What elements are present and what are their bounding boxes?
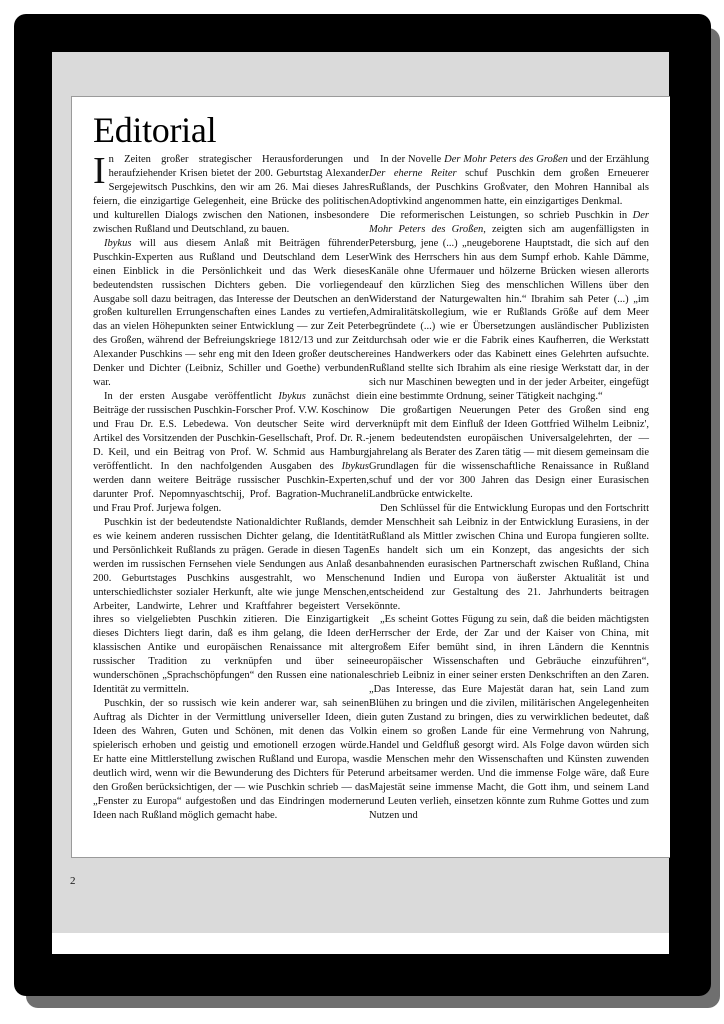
italic-text: Der Mohr Peters des Großen bbox=[444, 154, 568, 165]
paragraph-text: In der ersten Ausgabe veröffentlicht bbox=[104, 391, 279, 403]
paragraph bbox=[369, 209, 649, 404]
paragraph bbox=[93, 697, 369, 823]
paragraph-text: Den Schlüssel für die Entwicklung Europas und den Fortschritt der Menschheit sah Leibniz in der Entwicklung Eurasiens, in der Rußland als Mittler zwischen China und Europa fungieren sollte. Es handelt sich um ein Konzept, das angesichts der sich anbahnenden eurasischen Partnerschaft zwischen Rußland, China und Indien und Europa von äußerster Aktualität ist und entscheidend zur Gestaltung des 21. Jahrhunderts beitragen könnte. bbox=[369, 502, 649, 612]
italic-text: Der Mohr Peters des Großen bbox=[369, 209, 649, 235]
paragraph-text: Die großartigen Neuerungen Peter des Großen sind eng verknüpft mit dem Einfluß der Ideen Gottfried Wilhelm Leibniz', jenem bedeutendsten europäischen Universalgelehrten, der — jahrelang als Berater des Zaren tätig — mit diesem gemeinsam die Grundlagen für die wissenschaftliche Renaissance in Rußland schuf und der vor 300 Jahren das Design einer Eurasischen Landbrücke entwickelte. bbox=[369, 405, 649, 500]
drop-cap: I bbox=[93, 150, 106, 192]
italic-text: Der eherne Reiter bbox=[369, 167, 457, 179]
paragraph bbox=[369, 613, 649, 822]
paragraph-text: zunächst die Beiträge der russischen Puschkin-Forscher Prof. V.W. Koschinow und Frau Dr. E.S. Lebedewa. Von deutscher Seite wird der Artikel des Vorsitzenden der Puschkin-Gesellschaft, Prof. Dr. R.-D. Keil, und ein Beitrag von Prof. W. Schmid aus Hamburg veröffentlicht. In den nachfolgenden Ausgaben des bbox=[93, 391, 369, 472]
paragraph-text: und der Erzählung bbox=[567, 154, 649, 165]
column-left bbox=[93, 150, 369, 823]
paragraph-text: „Es scheint Gottes Fügung zu sein, daß die beiden mächtigsten Herrscher der Erde, der Zar und der Kaiser von China, mit großem Eifer bemüht sind, in ihren Ländern die Kenntnis europäischer Wissenschaften und Gebräuche einzuführen“, schrieb Leibniz in einer seiner ersten Denkschriften an den Zaren. „Das Interesse, das Eure Majestät daran hat, sein Land zum Blühen zu bringen und die zivilen, militärischen Angelegenheiten in guten Zustand zu bringen, dies zu verwirklichen bedeutet, daß in einem so großen Lande für eine Vermehrung von Nahrung, Handel und Geldfluß gesorgt wird. Als Folge davon würden sich die Menschen mehr den Wissenschaften und Künsten zuwenden und arbeitsamer werden. Und die immense Folge wäre, daß Eure Majestät seine immense Macht, die Gott ihm, und seinem Land und Leuten verlieh, einsetzen könnte zum Ruhme Gottes und zum Nutzen und bbox=[369, 614, 649, 821]
paragraph bbox=[93, 390, 369, 516]
paragraph bbox=[93, 237, 369, 390]
italic-text: Ibykus bbox=[341, 460, 369, 472]
paragraph bbox=[369, 502, 649, 614]
paragraph bbox=[369, 404, 649, 502]
paragraph-text: n Zeiten großer strategischer Herausforderungen und heraufziehender Krisen bietet der 200. Geburtstag Alexander Sergejewitsch Puschkins, den wir am 26. Mai dieses Jahres feiern, die einzigartige Gelegenheit, eine Brücke des politischen und kulturellen Dialogs zwischen den Nationen, insbesondere zwischen Rußland und Deutschland, zu bauen. bbox=[93, 154, 369, 235]
paragraph-text: schuf Puschkin dem großen Erneuerer Rußlands, der Puschkins Großvater, den Mohren Hannibal als Adoptivkind angenommen hatte, ein einzigartiges Denkmal. bbox=[369, 167, 649, 207]
paragraph-text: , zeigten sich am augenfälligsten in Petersburg, jene (...) „neugeborene Hauptstadt, die sich auf den Wink des Herrschers hin aus dem Sumpf erhob. Kahle Dämme, Kanäle ohne Ufermauer und hölzerne Brücken wiesen allerorts auf den kürzlichen Sieg des menschlichen Willens über den Widerstand der Naturgewalten hin.“ Ibrahim sah Peter (...) „im Admiralitätskollegium, wie er Rußlands Größe auf dem Meer begründete (...) wie er Übersetzungen ausländischer Publizisten durchsah oder wie er die Fabrik eines Kaufherren, die Werkstatt eines Handwerkers oder das Kabinett eines Gelehrten aufsuchte. Rußland stellte sich Ibrahim als eine riesige Werkstatt dar, in der sich nur Maschinen bewegten und in der jeder Arbeiter, eingefügt in eine bestimmte Ordnung, seiner Tätigkeit nachging.“ bbox=[369, 223, 649, 403]
paragraph bbox=[93, 516, 369, 697]
italic-text: Ibykus bbox=[278, 391, 306, 403]
page-title: Editorial bbox=[93, 110, 217, 150]
paragraph-text: Puschkin ist der bedeutendste Nationaldichter Rußlands, dem es wie keinem anderen russischen Dichter gelang, die Identität und Persönlichkeit Rußlands zu prägen. Gerade in diesen Tagen werden im russischen Fernsehen viele Sendungen aus Anlaß des 200. Geburtstages Puschkins ausgestrahlt, wo Menschen unterschiedlichster sozialer Herkunft, alte wie junge Menschen, Arbeiter, Landwirte, Lehrer und Kraftfahrer begeistert Verse ihres so vielgeliebten Puschkin zitieren. Die Einzigartigkeit dieses Dichters liegt darin, daß es ihm gelang, die Ideen der klassischen Antike und europäischen Renaissance mit alter russischer Tradition zu verknüpfen und über seine wunderschönen „Sprachschöpfungen“ den Russen eine nationale Identität zu vermitteln. bbox=[93, 516, 369, 696]
paragraph-text: Die reformerischen Leistungen, so schrieb Puschkin in bbox=[380, 209, 633, 221]
page-number: 2 bbox=[70, 875, 76, 887]
paragraph-text: will aus diesem Anlaß mit Beiträgen führender Puschkin-Experten aus Rußland und Deutschland dem Leser einen Einblick in die Persönlichkeit und das Werk dieses bedeutendsten russischen Dichters geben. Die vorliegende Ausgabe soll dazu beitragen, das Interesse der Deutschen an den großen kulturellen Errungenschaften eines Landes zu vertiefen, das an vielen Höhepunkten seiner Entwicklung — zur Zeit Peter des Großen, während der Befreiungskriege 1812/13 und zur Zeit Alexander Puschkins — sehr eng mit den Ideen großer deutscher Denker und Dichter (Leibniz, Schiller und Goethe) verbunden war. bbox=[93, 237, 369, 389]
paragraph-text: Puschkin, der so russisch wie kein anderer war, sah seinen Auftrag als Dichter in der Vermittlung universeller Ideen, die Ideen des Wahren, Guten und Schönen, mit denen das Volk spielerisch erhoben und geistig und emotionell erzogen würde. Er hatte eine Mittlerstellung zwischen Rußland und Europa, was deutlich wird, wenn wir die Bewunderung des Dichters für Peter den Großen berücksichtigen, der — wie Puschkin schrieb — das „Fenster zu Europa“ aufgestoßen und das Eindringen moderner Ideen nach Rußland möglich gemacht habe. bbox=[93, 698, 369, 821]
paragraph bbox=[93, 150, 369, 237]
paragraph-text: werden dann weitere Beiträge russischer Puschkin-Experten, darunter Prof. Nepomnyaschtschij, Prof. Bagration-Muchraneli und Frau Prof. Jurjewa folgen. bbox=[93, 474, 369, 514]
page-bottom-strip bbox=[52, 933, 669, 954]
italic-text: Ibykus bbox=[104, 237, 132, 249]
column-right bbox=[369, 153, 649, 823]
paragraph bbox=[369, 153, 649, 209]
paragraph-text: In der Novelle bbox=[380, 154, 445, 165]
